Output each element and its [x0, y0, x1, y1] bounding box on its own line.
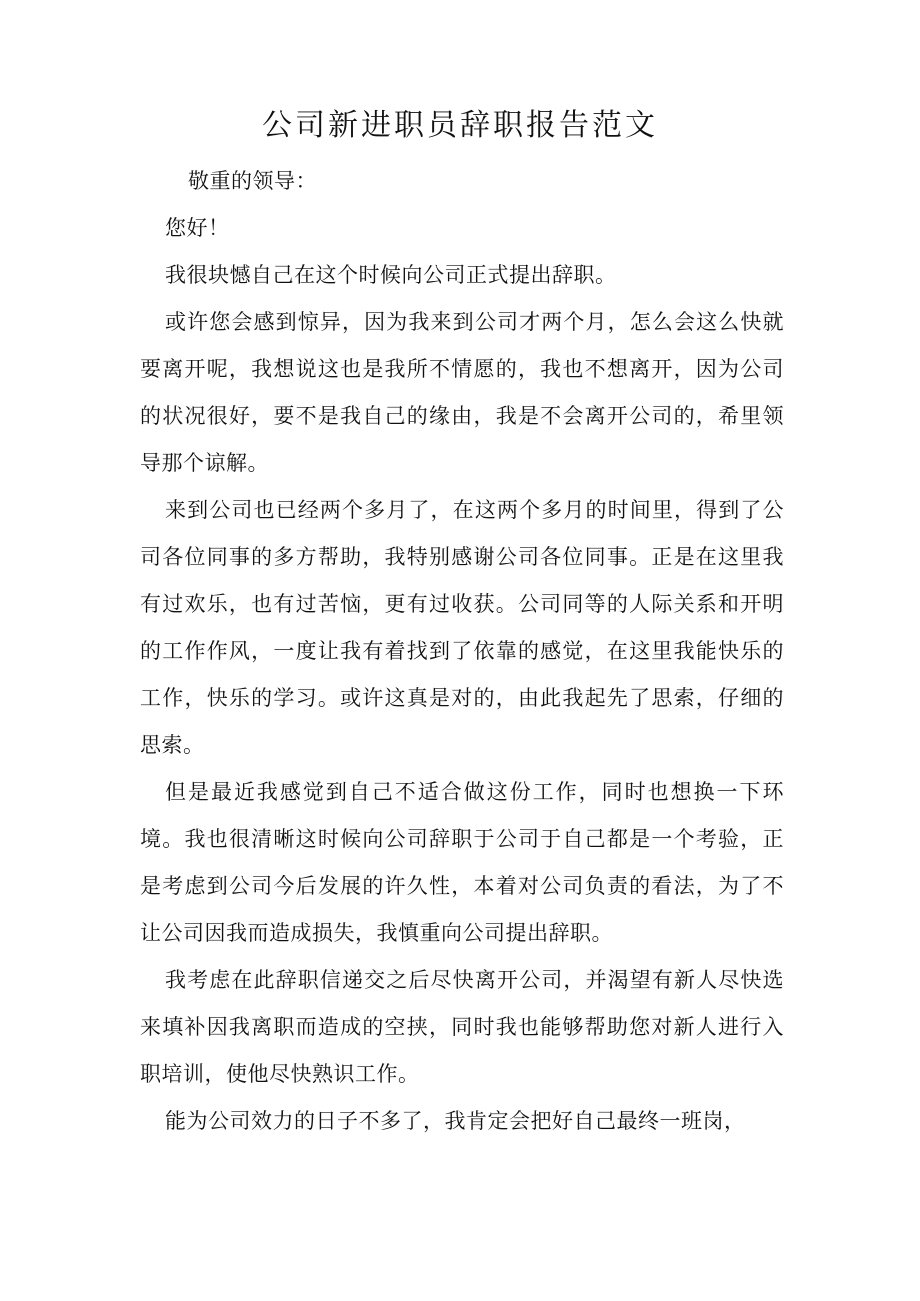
greeting-paragraph: 您好！ [165, 216, 230, 240]
body-paragraph: 或许您会感到惊异，因为我来到公司才两个月，怎么会这么快就要离开呢，我想说这也是我所不情愿的，我也不想离开，因为公司的状况很好，要不是我自己的缘由，我是不会离开公司的，希里领导那个谅解。 [140, 310, 784, 475]
body-paragraph: 来到公司也已经两个多月了，在这两个多月的时间里，得到了公司各位同事的多方帮助，我特别感谢公司各位同事。正是在这里我有过欢乐，也有过苦恼，更有过收获。公司同等的人际关系和开明的工作作风，一度让我有着找到了依靠的感觉，在这里我能快乐的工作，快乐的学习。或许这真是对的，由此我起先了思索，仔细的思索。 [140, 498, 784, 757]
salutation: 敬重的领导： [188, 169, 317, 193]
body-paragraph: 能为公司效力的日子不多了，我肯定会把好自己最终一班岗， [165, 1109, 746, 1133]
document-title: 公司新进职员辞职报告范文 [262, 108, 658, 143]
body-paragraph: 我考虑在此辞职信递交之后尽快离开公司，并渴望有新人尽快选来填补因我离职而造成的空挟，同时我也能够帮助您对新人进行入职培训，使他尽快熟识工作。 [140, 968, 784, 1086]
document-body [140, 158, 784, 1145]
body-paragraph: 但是最近我感觉到自己不适合做这份工作，同时也想换一下环境。我也很清晰这时候向公司辞职于公司于自己都是一个考验，正是考虑到公司今后发展的许久性，本着对公司负责的看法，为了不让公司因我而造成损失，我慎重向公司提出辞职。 [140, 780, 784, 945]
body-paragraph: 我很块憾自己在这个时候向公司正式提出辞职。 [165, 263, 617, 287]
